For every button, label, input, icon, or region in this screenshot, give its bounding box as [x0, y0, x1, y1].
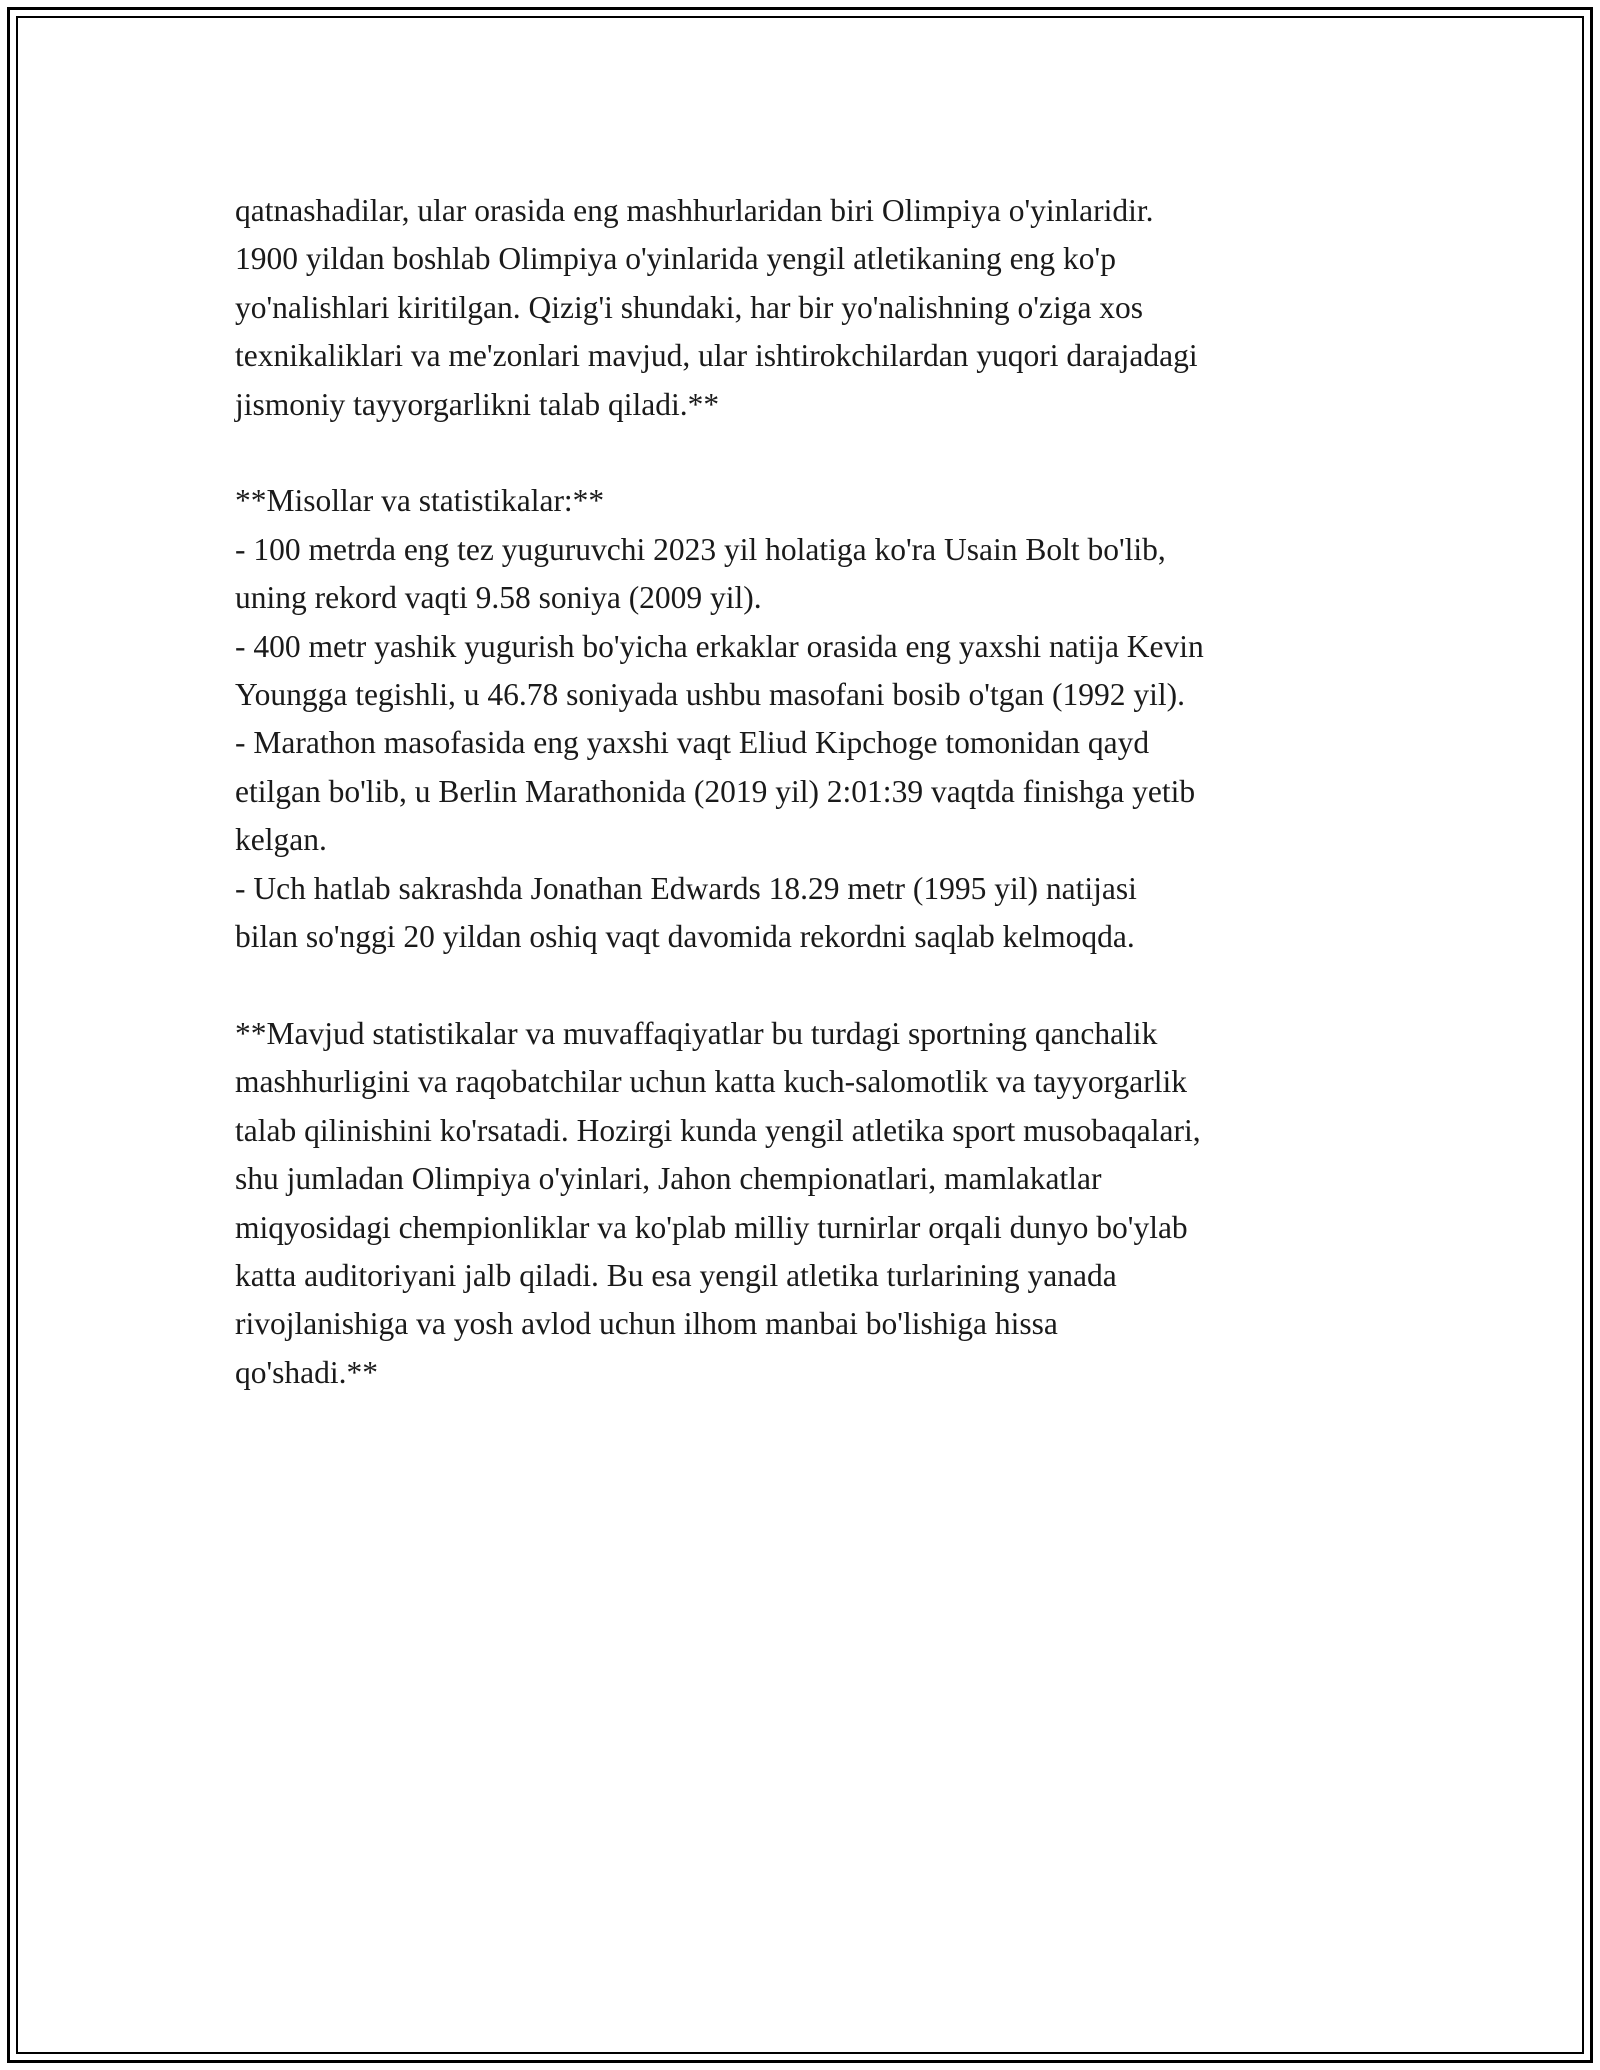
list-item: - Uch hatlab sakrashda Jonathan Edwards 18.29 metr (1995 yil) natijasi bilan so'nggi 20 yildan oshiq vaqt davomida rekordni saqlab kelmoqda.	[235, 870, 1137, 955]
paragraph-spacer	[235, 961, 1375, 1009]
conclusion-paragraph: **Mavjud statistikalar va muvaffaqiyatlar bu turdagi sportning qanchalik mashhurligini va raqobatchilar uchun katta kuch-salomotlik va tayyorgarlik talab qilinishini ko'rsatadi. Hozirgi kunda yengil atletika sport musobaqalari, shu jumladan Olimpiya o'yinlari, Jahon chempionatlari, mamlakatlar miqyosidagi chempionliklar va ko'plab milliy turnirlar orqali dunyo bo'ylab katta auditoriyani jalb qiladi. Bu esa yengil atletika turlarining yanada rivojlanishiga va yosh avlod uchun ilhom manbai bo'lishiga hissa qo'shadi.**	[235, 1015, 1201, 1390]
section-heading: **Misollar va statistikalar:**	[235, 483, 605, 519]
statistics-list	[235, 526, 1375, 962]
intro-paragraph: qatnashadilar, ular orasida eng mashhurlaridan biri Olimpiya o'yinlaridir. 1900 yildan boshlab Olimpiya o'yinlarida yengil atletikaning eng ko'p yo'nalishlari kiritilgan. Qizig'i shundaki, har bir yo'nalishning o'ziga xos texnikaliklari va me'zonlari mavjud, ular ishtirokchilardan yuqori darajadagi jismoniy tayyorgarlikni talab qiladi.**	[235, 193, 1198, 422]
paragraph-spacer	[235, 429, 1375, 477]
list-item: - 100 metrda eng tez yuguruvchi 2023 yil holatiga ko'ra Usain Bolt bo'lib, uning rekord vaqti 9.58 soniya (2009 yil).	[235, 531, 1166, 616]
list-item: - 400 metr yashik yugurish bo'yicha erkaklar orasida eng yaxshi natija Kevin Youngga tegishli, u 46.78 soniyada ushbu masofani bosib o'tgan (1992 yil).	[235, 628, 1204, 713]
list-item: - Marathon masofasida eng yaxshi vaqt Eliud Kipchoge tomonidan qayd etilgan bo'lib, u Berlin Marathonida (2019 yil) 2:01:39 vaqtda finishga yetib kelgan.	[235, 725, 1196, 858]
document-body	[235, 187, 1375, 1397]
